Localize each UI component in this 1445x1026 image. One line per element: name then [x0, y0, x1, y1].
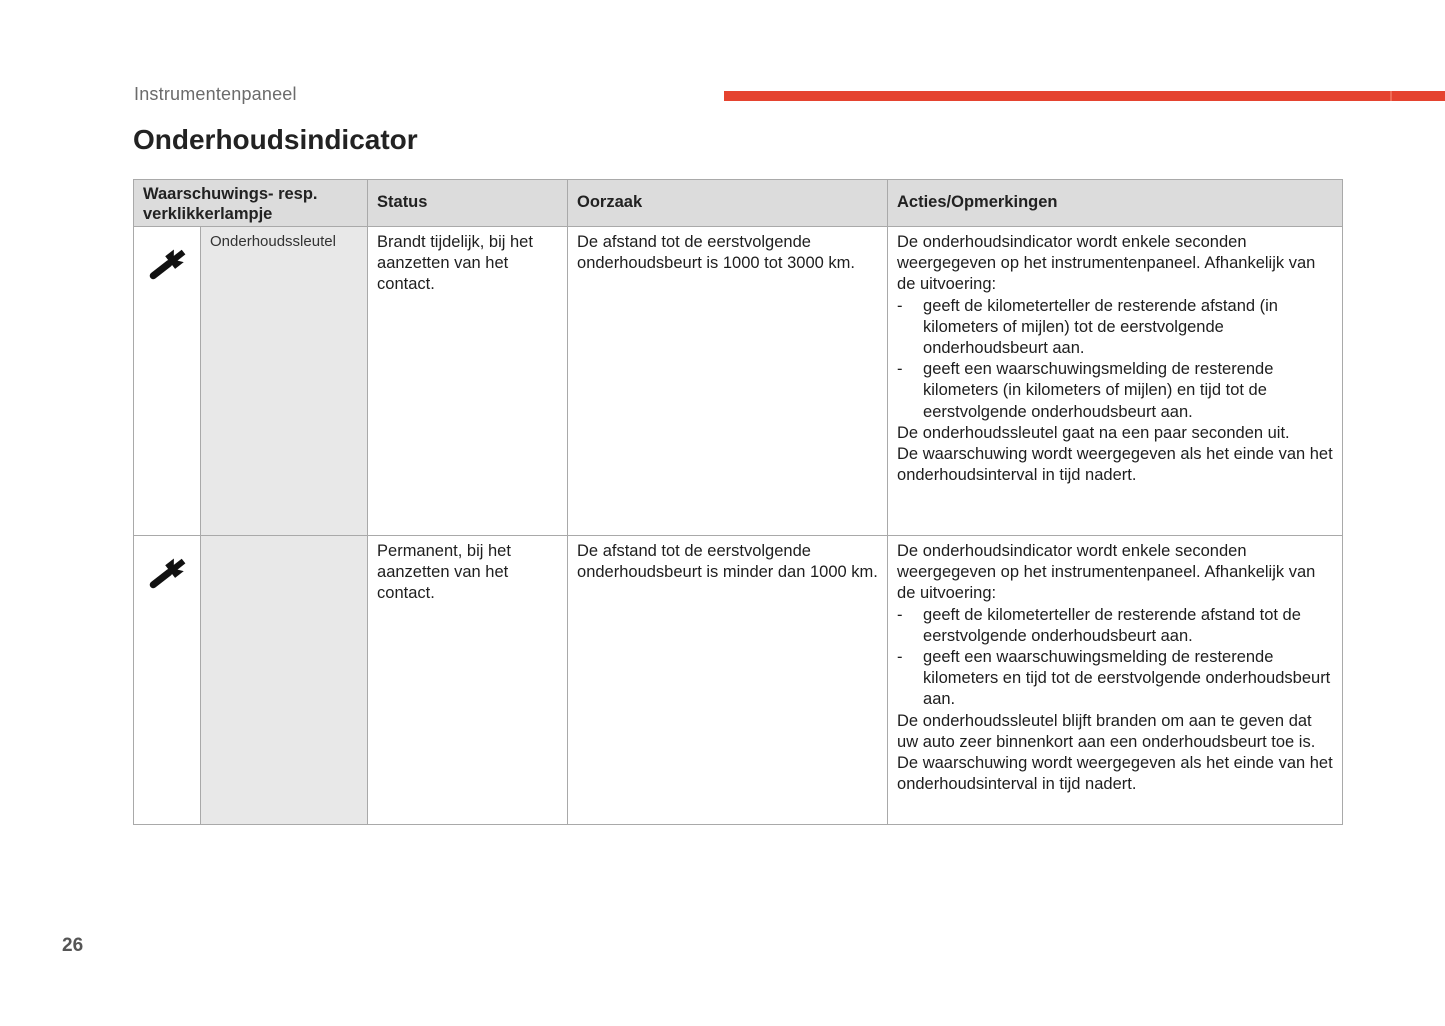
column-header-lamp: Waarschuwings- resp. verklikkerlampje: [134, 180, 368, 227]
page-number: 26: [62, 935, 84, 956]
accent-bar-tick: [1390, 91, 1392, 101]
lamp-icon-cell: [134, 536, 201, 825]
action-intro: De onderhoudsindicator wordt enkele seconden weergegeven op het instrumentenpaneel. Afhankelijk van de uitvoering:: [897, 542, 1316, 603]
action-list-item: - geeft de kilometerteller de resterende afstand (in kilometers of mijlen) tot de eerstvolgende onderhoudsbeurt aan.: [897, 296, 1333, 360]
action-note: De waarschuwing wordt weergegeven als het einde van het onderhoudsinterval in tijd nadert.: [897, 445, 1333, 485]
action-list-item: - geeft een waarschuwingsmelding de resterende kilometers (in kilometers of mijlen) en tijd tot de eerstvolgende onderhoudsbeurt aan.: [897, 359, 1333, 423]
status-cell: Permanent, bij het aanzetten van het contact.: [368, 536, 568, 825]
section-label: Instrumentenpaneel: [134, 84, 297, 104]
indicator-table: [133, 179, 1343, 825]
lamp-name: Onderhoudssleutel: [201, 227, 368, 536]
action-list: [897, 605, 1333, 711]
column-header-actions: Acties/Opmerkingen: [888, 180, 1343, 227]
action-list: [897, 296, 1333, 423]
action-note: De onderhoudssleutel gaat na een paar seconden uit.: [897, 423, 1290, 442]
table-row: [134, 227, 1343, 536]
action-list-item: - geeft een waarschuwingsmelding de resterende kilometers en tijd tot de eerstvolgende onderhoudsbeurt aan.: [897, 647, 1333, 711]
action-list-item: - geeft de kilometerteller de resterende afstand tot de eerstvolgende onderhoudsbeurt aan.: [897, 605, 1333, 647]
action-intro: De onderhoudsindicator wordt enkele seconden weergegeven op het instrumentenpaneel. Afhankelijk van de uitvoering:: [897, 233, 1316, 294]
lamp-icon-cell: [134, 227, 201, 536]
table-header-row: [134, 180, 1343, 227]
wrench-icon: [145, 554, 189, 594]
cause-cell: De afstand tot de eerstvolgende onderhoudsbeurt is 1000 tot 3000 km.: [568, 227, 888, 536]
action-note: De onderhoudssleutel blijft branden om aan te geven dat uw auto zeer binnenkort aan een onderhoudsbeurt toe is.: [897, 711, 1316, 751]
accent-bar: [724, 91, 1445, 101]
column-header-cause: Oorzaak: [568, 180, 888, 227]
status-cell: Brandt tijdelijk, bij het aanzetten van het contact.: [368, 227, 568, 536]
lamp-name: [201, 536, 368, 825]
wrench-icon: [145, 245, 189, 285]
cause-cell: De afstand tot de eerstvolgende onderhoudsbeurt is minder dan 1000 km.: [568, 536, 888, 825]
action-note: De waarschuwing wordt weergegeven als het einde van het onderhoudsinterval in tijd nadert.: [897, 754, 1333, 794]
column-header-status: Status: [368, 180, 568, 227]
actions-cell: [888, 536, 1343, 825]
table-row: [134, 536, 1343, 825]
actions-cell: [888, 227, 1343, 536]
page-title: Onderhoudsindicator: [133, 124, 418, 155]
